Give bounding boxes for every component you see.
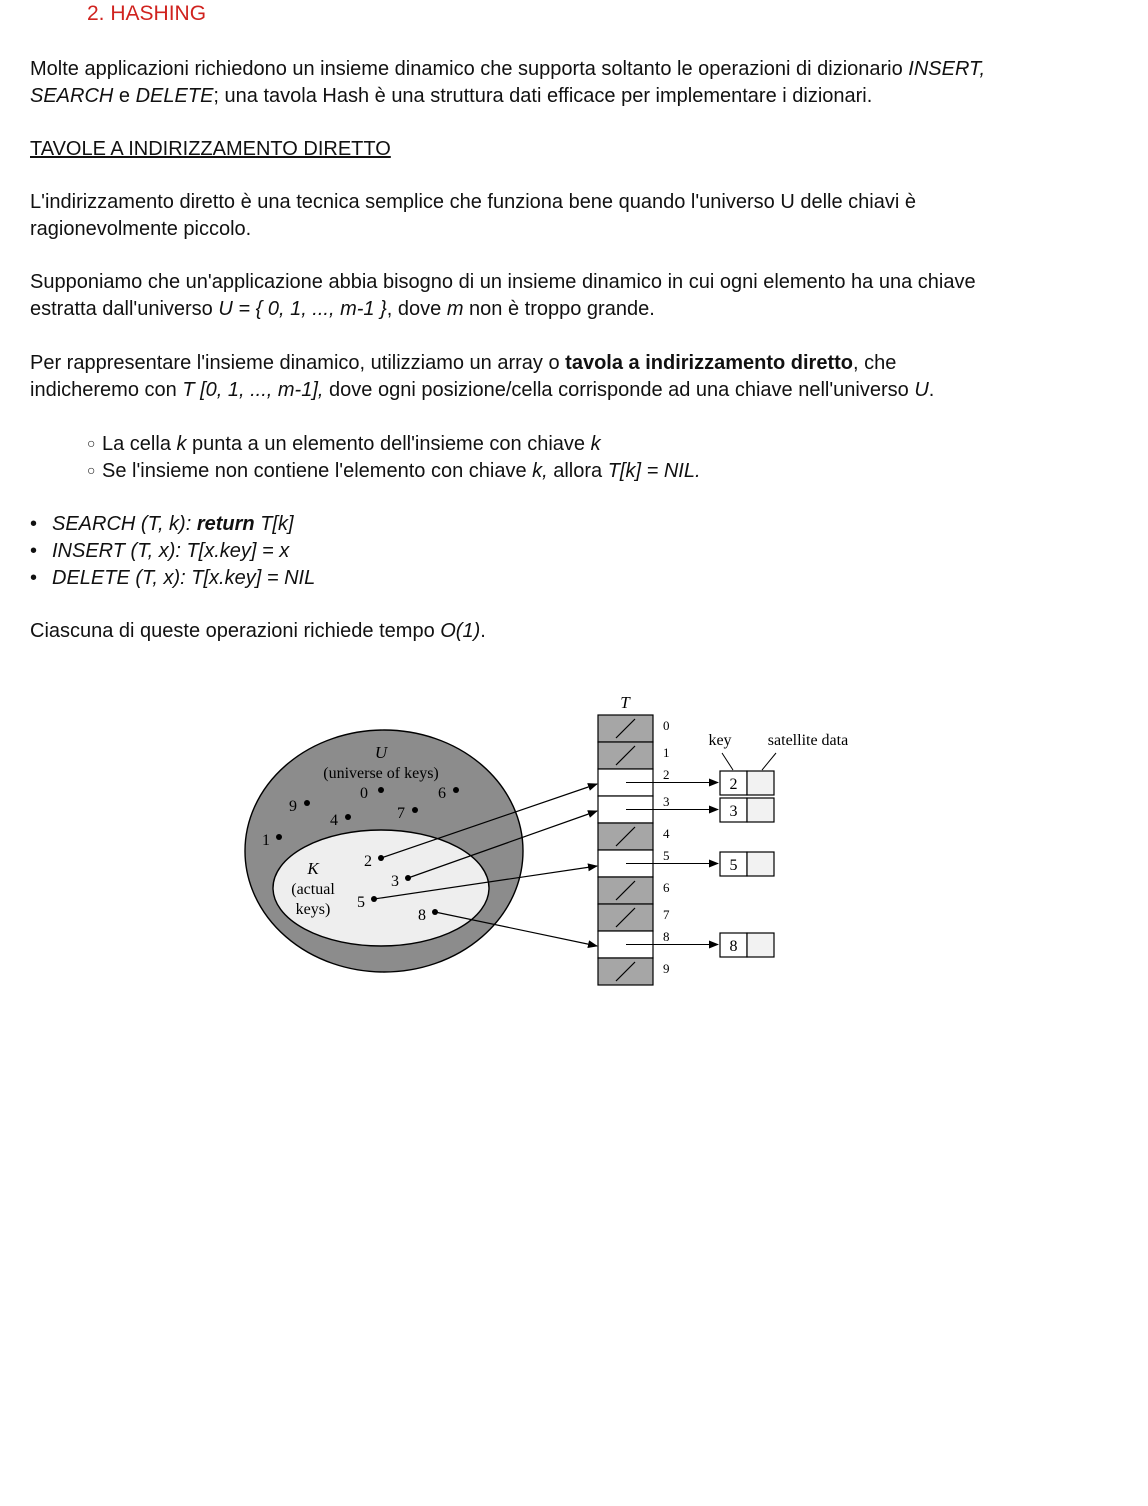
key-header-pointer: [722, 753, 733, 770]
heading-direct-addressing: TAVOLE A INDIRIZZAMENTO DIRETTO: [30, 138, 391, 160]
sub-bullet-text: Se l'insieme non contiene l'elemento con chiave: [102, 460, 533, 482]
record-key: 8: [729, 938, 738, 955]
table-slots: [598, 715, 718, 985]
p1-line-1: L'indirizzamento diretto è una tecnica semplice che funziona bene quando l'universo U delle chiavi è: [30, 191, 916, 213]
satellite-data-header: satellite data: [767, 732, 849, 749]
satellite-header-pointer: [762, 753, 776, 770]
p3-bold-term: tavola a indirizzamento diretto: [565, 352, 853, 374]
key-header: key: [708, 732, 732, 749]
record-key: 2: [729, 776, 738, 793]
record-satellite-cell: [747, 852, 774, 876]
table-label: T: [620, 693, 630, 712]
p3-table-def: T [0, 1, ..., m-1],: [182, 379, 324, 401]
op-delete-text: DELETE (T, x): T[x.key] = NIL: [52, 567, 316, 589]
p3-text-3: indicheremo con: [30, 379, 183, 401]
record-key: 3: [729, 803, 738, 820]
actual-key-label: 3: [391, 873, 399, 890]
table-slot-4: [598, 823, 670, 850]
actual-keys-caption-1: (actual: [291, 881, 335, 898]
bullet-dot-icon: •: [30, 513, 38, 535]
slot-index: 4: [663, 826, 670, 841]
slot-index: 7: [663, 907, 670, 922]
record-key: 5: [729, 857, 738, 874]
sub-bullet-nil: T[k] = NIL.: [607, 460, 701, 482]
p3-text-4: dove ogni posizione/cella corrisponde ad una chiave nell'universo: [323, 379, 915, 401]
intro-and: e: [113, 85, 136, 107]
slot-index: 5: [663, 848, 670, 863]
slot-index: 6: [663, 880, 670, 895]
sub-bullet-k: k,: [532, 460, 548, 482]
circle-bullet-icon: ○: [87, 462, 96, 478]
actual-key-label: 8: [418, 907, 426, 924]
key-dot: [304, 800, 310, 806]
unused-key-label: 0: [360, 785, 368, 802]
sub-bullet-text: punta a un elemento dell'insieme con chiave: [186, 433, 591, 455]
circle-bullet-icon: ○: [87, 435, 96, 451]
key-dot: [276, 834, 282, 840]
op-insert-text: INSERT (T, x): T[x.key] = x: [52, 540, 290, 562]
intro-delete: DELETE: [135, 85, 214, 107]
table-slot-5: [598, 848, 718, 877]
key-dot: [453, 787, 459, 793]
p3-text-2: , che: [853, 352, 897, 374]
sub-bullet-k: k: [176, 433, 187, 455]
table-slot-0: [598, 715, 670, 742]
record-satellite-cell: [747, 933, 774, 957]
actual-key-label: 2: [364, 853, 372, 870]
slot-index: 0: [663, 718, 670, 733]
record-satellite-cell: [747, 798, 774, 822]
section-title: 2. HASHING: [87, 2, 207, 25]
p3-text: Per rappresentare l'insieme dinamico, utilizziamo un array o: [30, 352, 566, 374]
op-search-sig: SEARCH (T, k):: [52, 513, 197, 535]
conclusion-text: Ciascuna di queste operazioni richiede tempo: [30, 620, 441, 642]
intro-rest: ; una tavola Hash è una struttura dati efficace per implementare i dizionari.: [213, 85, 873, 107]
conclusion-end: .: [480, 620, 486, 642]
universe-label: U: [374, 743, 388, 762]
slot-index: 1: [663, 745, 670, 760]
record-satellite-cell: [747, 771, 774, 795]
sub-bullet-text: allora: [547, 460, 608, 482]
table-slot-7: [598, 904, 670, 931]
unused-key-label: 4: [330, 812, 338, 829]
records: [720, 771, 774, 957]
table-slot-2: [598, 767, 718, 796]
actual-keys-caption-2: keys): [295, 901, 331, 918]
intro-insert: INSERT,: [908, 58, 985, 80]
p3-u: U: [914, 379, 929, 401]
key-dot: [345, 814, 351, 820]
unused-key-label: 6: [438, 785, 446, 802]
table-slot-6: [598, 877, 670, 904]
record-5: [720, 852, 774, 876]
table-slot-1: [598, 742, 670, 769]
unused-key-label: 9: [289, 798, 297, 815]
p2-text-3: non è troppo grande.: [463, 298, 655, 320]
slot-index: 2: [663, 767, 670, 782]
actual-key-label: 5: [357, 894, 365, 911]
p1-line-2: ragionevolmente piccolo.: [30, 218, 252, 240]
unused-key-label: 1: [262, 832, 270, 849]
sub-bullet-text: La cella: [102, 433, 177, 455]
key-dot: [378, 787, 384, 793]
bullet-dot-icon: •: [30, 540, 38, 562]
record-8: [720, 933, 774, 957]
bullet-dot-icon: •: [30, 567, 38, 589]
p2-m: m: [446, 298, 464, 320]
table-slot-3: [598, 794, 718, 823]
table-slot-8: [598, 929, 718, 958]
p2-line-1: Supponiamo che un'applicazione abbia bisogno di un insieme dinamico in cui ogni elemento ha una chiave: [30, 271, 976, 293]
intro-text: Molte applicazioni richiedono un insieme dinamico che supporta soltanto le operazioni di dizionario: [30, 58, 909, 80]
key-dot: [412, 807, 418, 813]
p2-text-2: , dove: [386, 298, 447, 320]
slot-index: 8: [663, 929, 670, 944]
slot-index: 9: [663, 961, 670, 976]
conclusion-complexity: O(1): [440, 620, 481, 642]
intro-search: SEARCH: [30, 85, 114, 107]
p2-text: estratta dall'universo: [30, 298, 219, 320]
record-3: [720, 798, 774, 822]
unused-key-label: 7: [397, 805, 405, 822]
actual-keys-label: K: [307, 859, 319, 878]
p2-universe-def: U = { 0, 1, ..., m-1 }: [218, 298, 387, 320]
slot-index: 3: [663, 794, 670, 809]
universe-caption: (universe of keys): [323, 765, 439, 782]
record-2: [720, 771, 774, 795]
p3-text-5: .: [928, 379, 935, 401]
op-search-body: T[k]: [254, 513, 294, 535]
op-search-return: return: [196, 513, 255, 535]
sub-bullet-k: k: [590, 433, 601, 455]
table-slot-9: [598, 958, 670, 985]
